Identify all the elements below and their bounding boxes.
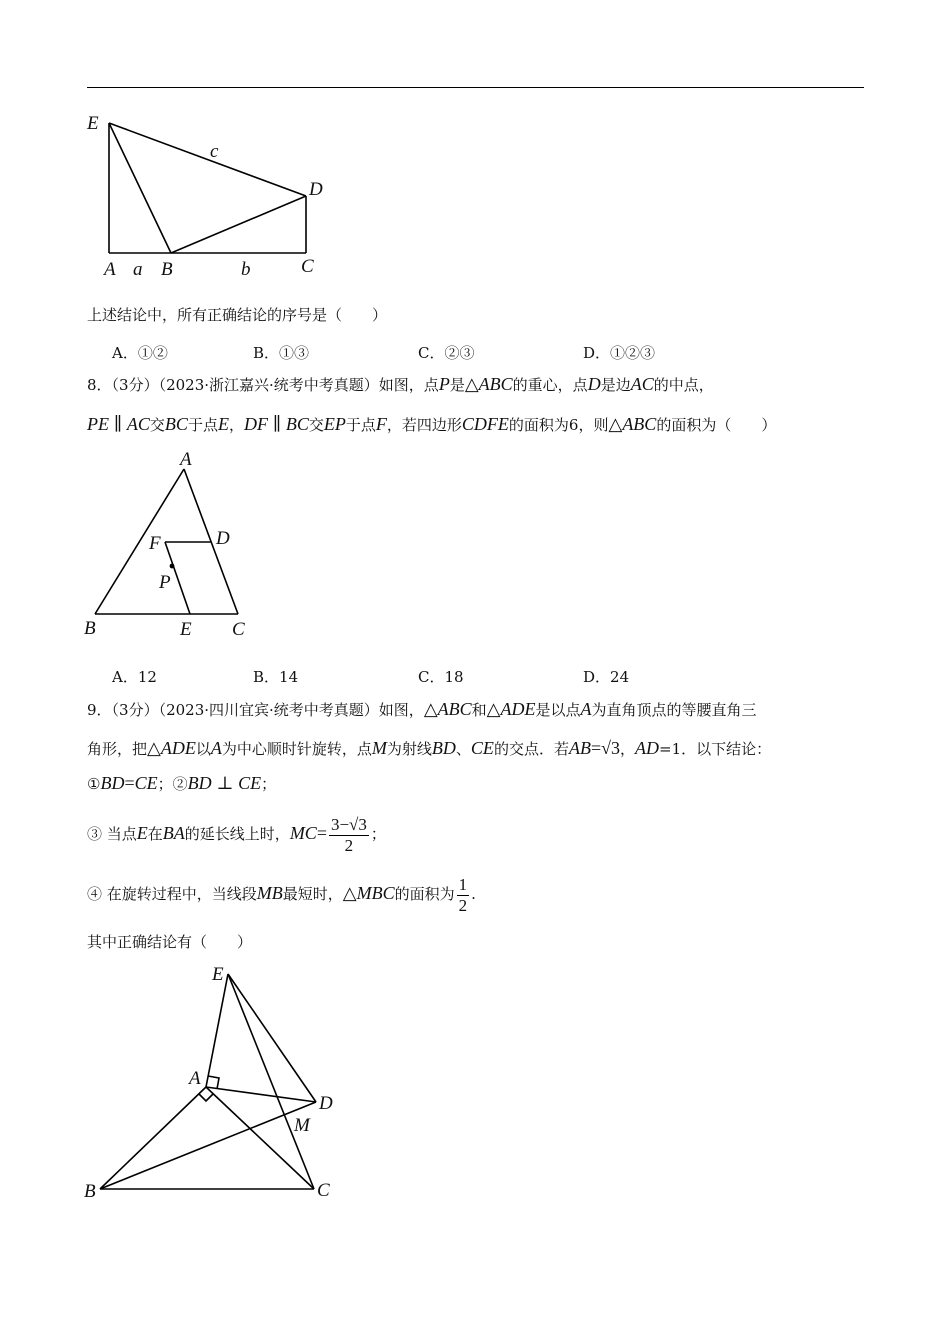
label-M: M — [294, 1115, 310, 1136]
label-A: A — [180, 449, 192, 470]
q8-option-c[interactable]: C．18 — [418, 668, 464, 686]
segment-BD — [171, 196, 306, 253]
q9-line-1: 9．（3分）（2023·四川宜宾·统考中考真题）如图，△ABC和△ADE是以点A为直角顶点的等腰直角三 — [87, 699, 757, 719]
label-P: P — [159, 572, 171, 593]
header-rule — [87, 87, 864, 88]
segment-AD — [206, 1087, 316, 1102]
figure-q8-triangle — [80, 445, 270, 645]
segment-BD — [100, 1102, 316, 1189]
label-B: B — [161, 259, 173, 280]
q7-option-b[interactable]: B．①③ — [253, 344, 310, 362]
label-C: C — [301, 256, 314, 277]
label-D: D — [216, 528, 230, 549]
label-D: D — [309, 179, 323, 200]
right-angle-mark-BAC — [199, 1094, 213, 1101]
q9-conclusion-4: ④ 在旋转过程中，当线段MB最短时，△MBC的面积为 $\frac{1}{2}$ . — [87, 874, 476, 915]
q7-stem: 上述结论中，所有正确结论的序号是（ ） — [87, 306, 388, 324]
label-C: C — [232, 619, 245, 640]
label-E: E — [87, 113, 99, 134]
label-A: A — [104, 259, 116, 280]
label-B: B — [84, 618, 96, 639]
label-D: D — [319, 1093, 333, 1114]
point-P — [170, 564, 175, 569]
q7-option-d[interactable]: D．①②③ — [583, 344, 656, 362]
q7-option-c[interactable]: C．②③ — [418, 344, 475, 362]
segment-BA — [100, 1087, 206, 1189]
q9-line-2: 角形，把△ADE以A为中心顺时针旋转，点M为射线BD、CE的交点．若AB=√3，AD=1．以下结论： — [87, 738, 772, 758]
label-C: C — [317, 1180, 330, 1201]
q8-option-a[interactable]: A．12 — [112, 668, 157, 686]
figure-q9-rotation — [80, 960, 360, 1205]
q7-option-a[interactable]: A．①② — [112, 344, 168, 362]
label-F: F — [149, 533, 161, 554]
label-b: b — [241, 259, 251, 280]
segment-AE — [206, 974, 228, 1087]
label-c: c — [210, 141, 219, 162]
label-E: E — [212, 964, 224, 985]
q8-option-b[interactable]: B．14 — [253, 668, 299, 686]
label-A: A — [189, 1068, 201, 1089]
label-E: E — [180, 619, 192, 640]
label-B: B — [84, 1181, 96, 1202]
q9-conclusion-1-2: ①BD=CE；②BD ⊥ CE； — [87, 773, 277, 793]
q8-line-2: PE ∥ AC交BC于点E，DF ∥ BC交EP于点F，若四边形CDFE的面积为6，则△ABC的面积为（ ） — [87, 414, 777, 434]
fraction-area: $\frac{1}{2}$ — [458, 874, 468, 915]
q9-ask: 其中正确结论有（ ） — [87, 933, 253, 951]
figure-q7-right-trapezoid — [80, 105, 340, 285]
q8-option-d[interactable]: D．24 — [583, 668, 630, 686]
segment-AC — [206, 1087, 314, 1189]
fraction-mc: $\frac{3-√3}{2}$ — [330, 814, 367, 855]
q9-conclusion-3: ③ 当点E在BA的延长线上时，MC= $\frac{3-√3}{2}$ ； — [87, 814, 386, 855]
label-a: a — [133, 259, 143, 280]
q8-line-1: 8．（3分）（2023·浙江嘉兴·统考中考真题）如图，点P是△ABC的重心，点D是边AC的中点， — [87, 374, 714, 394]
